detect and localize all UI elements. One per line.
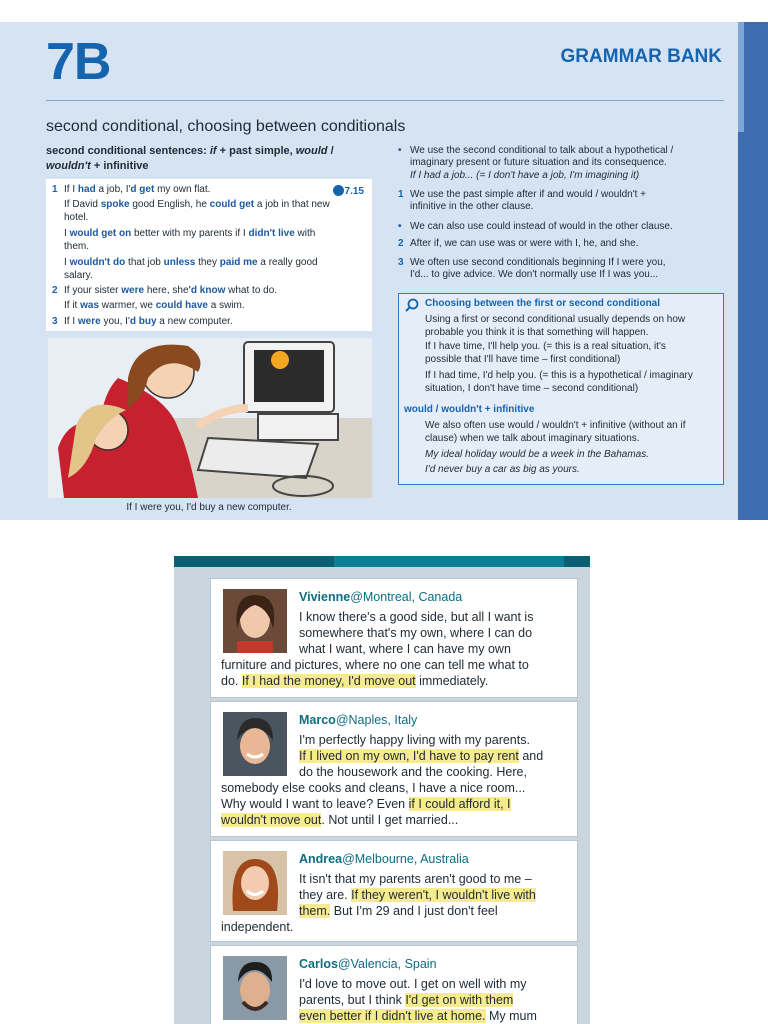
example-number: 2 <box>52 285 58 296</box>
post-line: furniture and pictures, where no one can tell me what to <box>221 658 529 672</box>
forum-panel <box>174 556 590 1024</box>
monitor-screen <box>254 350 324 402</box>
post-author: Carlos@Valencia, Spain <box>299 957 437 971</box>
screen-logo-icon <box>271 351 289 369</box>
post-line: what I want, where I can have my own <box>299 642 511 656</box>
computer-base <box>258 414 338 440</box>
box-line: probable you think it is that something will happen. <box>425 327 649 338</box>
rule-item: 3 We often use second conditionals beginning If I were you, I'd... to give advice. We don't normally use If I was you... <box>398 257 666 281</box>
avatar <box>223 851 287 915</box>
post-line: somebody else cooks and cleans, I have a nice room... <box>221 781 526 795</box>
choosing-conditional-box <box>398 293 724 485</box>
header-divider <box>46 100 724 101</box>
would-heading: would / wouldn't + infinitive <box>404 404 535 415</box>
example-number: 3 <box>52 316 58 327</box>
post-line: do. If I had the money, I'd move out immediately. <box>221 674 489 688</box>
post-author: Vivienne@Montreal, Canada <box>299 590 463 604</box>
box-line: I'd never buy a car as big as yours. <box>425 464 580 475</box>
rule-item: • We can also use could instead of would in the other clause. <box>398 221 673 232</box>
post-line: them. But I'm 29 and I just don't feel <box>299 904 498 918</box>
rule-item: • We use the second conditional to talk about a hypothetical / imaginary present or future situation and its consequence. If I had a job... (= I don't have a job, I'm imagining it) <box>398 145 674 181</box>
box-line: If I had time, I'd help you. (= this is a hypothetical / imaginary <box>425 370 693 381</box>
box-line: Using a first or second conditional usually depends on how <box>425 314 686 325</box>
example-line: hotel. <box>64 212 89 223</box>
post-author: Andrea@Melbourne, Australia <box>299 852 469 866</box>
audio-reference[interactable]: 7.15 <box>333 185 364 198</box>
forum-header-accent <box>564 556 590 567</box>
forum-header-accent <box>174 556 334 567</box>
choosing-heading: Choosing between the first or second conditional <box>425 298 661 309</box>
forum-post <box>210 701 578 837</box>
unit-number: 7B <box>46 33 111 91</box>
example-number: 1 <box>52 184 58 195</box>
keyboard <box>198 438 318 478</box>
examples-box <box>46 179 372 331</box>
post-line: parents, but I think I'd get on with them <box>299 993 514 1007</box>
example-line: If it was warmer, we could have a swim. <box>64 300 245 311</box>
example-line: I wouldn't do that job unless they paid me a really good <box>64 257 318 268</box>
avatar <box>223 956 287 1020</box>
post-line: I'm perfectly happy living with my parents. <box>299 733 530 747</box>
page-title: second conditional, choosing between conditionals <box>46 118 406 135</box>
post-author: Marco@Naples, Italy <box>299 713 418 727</box>
example-line: If your sister were here, she'd know what to do. <box>64 285 278 296</box>
example-line: them. <box>64 241 90 252</box>
forum-post <box>210 840 578 942</box>
box-line: We also often use would / wouldn't + infinitive (without an if <box>425 420 686 431</box>
illustration <box>48 338 372 498</box>
post-line: I'd love to move out. I get on well with my <box>299 977 527 991</box>
box-line: If I have time, I'll help you. (= this is a real situation, it's <box>425 341 666 352</box>
second-conditional-heading: second conditional sentences: if + past simple, would / wouldn't + infinitive <box>46 145 334 172</box>
magnifier-icon <box>405 298 419 312</box>
example-line: If David spoke good English, he could get a job in that new <box>64 199 330 210</box>
box-line: situation, I don't have time – second conditional) <box>425 383 639 394</box>
page-edge-highlight <box>738 22 744 132</box>
rule-item: 2 After if, we can use was or were with I, he, and she. <box>398 238 639 249</box>
avatar <box>223 589 287 653</box>
post-line: even better if I didn't live at home. My mum <box>299 1009 537 1023</box>
post-line: If I lived on my own, I'd have to pay rent and <box>299 749 544 763</box>
top-margin <box>0 0 768 22</box>
box-line: My ideal holiday would be a week in the Bahamas. <box>425 449 650 460</box>
forum-post <box>210 578 578 698</box>
illustration-caption: If I were you, I'd buy a new computer. <box>126 502 292 513</box>
section-title: GRAMMAR BANK <box>560 46 722 67</box>
cartoon-illustration <box>48 338 372 498</box>
example-line: salary. <box>64 270 93 281</box>
post-line: independent. <box>221 920 294 934</box>
example-line: If I had a job, I'd get my own flat. <box>64 184 211 195</box>
post-line: wouldn't move out. Not until I get married... <box>221 813 459 827</box>
post-line: Why would I want to leave? Even if I could afford it, I <box>221 797 511 811</box>
post-line: somewhere that's my own, where I can do <box>299 626 533 640</box>
post-line: It isn't that my parents aren't good to me – <box>299 872 532 886</box>
example-line: I would get on better with my parents if I didn't live with <box>64 228 316 239</box>
post-line: they are. If they weren't, I wouldn't live with <box>299 888 536 902</box>
box-line: possible that I'll have time – first conditional) <box>425 354 621 365</box>
post-line: do the housework and the cooking. Here, <box>299 765 527 779</box>
post-line: I know there's a good side, but all I want is <box>299 610 534 624</box>
rule-item: 1 We use the past simple after if and would / wouldn't + infinitive in the other clause. <box>398 189 647 213</box>
box-line: clause) when we talk about imaginary situations. <box>425 433 640 444</box>
example-line: If I were you, I'd buy a new computer. <box>64 316 233 327</box>
forum-post <box>210 945 578 1024</box>
avatar <box>223 712 287 776</box>
